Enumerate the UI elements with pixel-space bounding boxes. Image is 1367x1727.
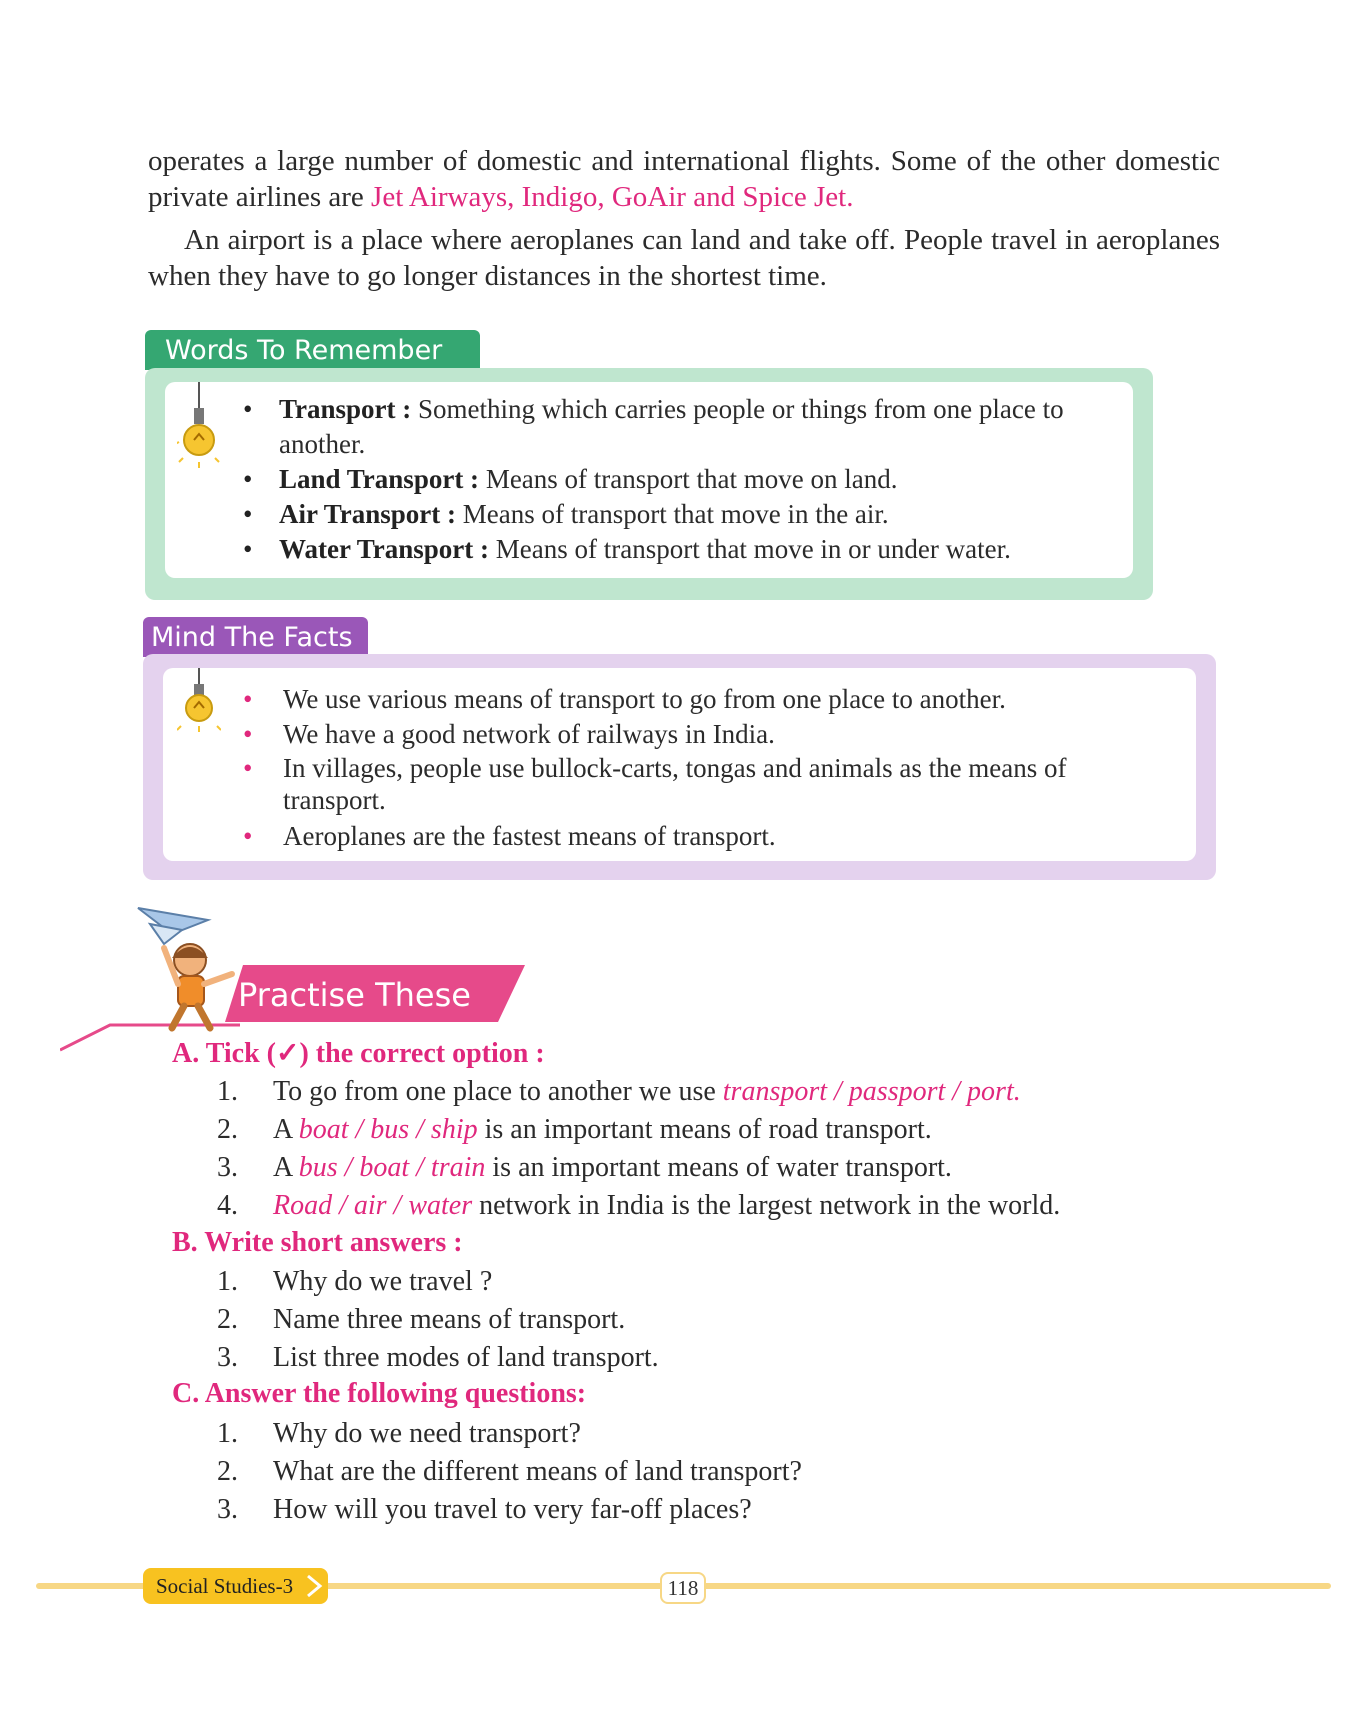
question-text: A	[273, 1152, 292, 1183]
facts-list	[243, 682, 1173, 854]
definition: Means of transport that move in or under water.	[495, 534, 1011, 564]
question-text: Why do we need transport?	[273, 1418, 581, 1449]
intro-text: operates a large number of domestic and international flights. Some of the other domestic private airlines are	[148, 145, 1220, 213]
section-title: Write short answers :	[204, 1227, 463, 1258]
question-row	[217, 1455, 802, 1489]
section-letter: A.	[172, 1038, 200, 1069]
question-number: 2.	[217, 1304, 238, 1335]
section-title: Tick (✓) the correct option :	[205, 1038, 545, 1069]
term: Water Transport :	[279, 534, 489, 564]
question-number: 3.	[217, 1494, 238, 1525]
question-number: 3.	[217, 1342, 238, 1373]
term: Air Transport :	[279, 499, 457, 529]
question-text: How will you travel to very far-off places?	[273, 1494, 752, 1525]
mind-the-facts-box	[143, 654, 1216, 880]
words-to-remember-title: Words To Remember	[145, 330, 480, 370]
book-title-tab: Social Studies-3	[143, 1568, 328, 1604]
list-item: • We use various means of transport to go from one place to another.	[243, 682, 1173, 717]
mind-the-facts-title: Mind The Facts	[143, 617, 368, 657]
question-row	[217, 1341, 659, 1375]
question-number: 1.	[217, 1418, 238, 1449]
term: Transport :	[279, 394, 412, 424]
options: transport / passport / port.	[722, 1076, 1021, 1107]
question-number: 4.	[217, 1190, 238, 1221]
question-number: 1.	[217, 1076, 238, 1107]
definition: Means of transport that move in the air.	[462, 499, 889, 529]
section-a-heading	[172, 1036, 545, 1070]
question-number: 3.	[217, 1152, 238, 1183]
list-item: • Aeroplanes are the fastest means of transport.	[243, 819, 1173, 854]
question-number: 2.	[217, 1114, 238, 1145]
question-text: A	[273, 1114, 292, 1145]
options: Road / air / water	[273, 1190, 473, 1221]
words-to-remember-panel	[165, 382, 1133, 578]
question-row	[217, 1075, 1021, 1109]
question-text: What are the different means of land transport?	[273, 1456, 802, 1487]
section-letter: C.	[172, 1378, 200, 1409]
question-row	[217, 1113, 932, 1147]
question-text: is an important means of road transport.	[484, 1114, 932, 1145]
list-item: • We have a good network of railways in India.	[243, 717, 1173, 752]
words-to-remember-box	[145, 368, 1153, 600]
section-c-heading	[172, 1378, 586, 1410]
mind-the-facts-panel	[163, 668, 1196, 861]
section-b-heading	[172, 1227, 463, 1259]
list-item	[243, 392, 1103, 462]
chevron-right-icon	[304, 1574, 324, 1598]
question-row	[217, 1189, 1060, 1223]
question-text: To go from one place to another we use	[273, 1076, 716, 1107]
practise-these-title: Practise These	[238, 976, 471, 1014]
question-number: 1.	[217, 1266, 238, 1297]
question-row	[217, 1151, 952, 1185]
section-letter: B.	[172, 1227, 198, 1258]
list-item: • In villages, people use bullock-carts, tongas and animals as the means of transport.	[243, 752, 1173, 816]
page-number: 118	[660, 1572, 706, 1604]
question-text: Name three means of transport.	[273, 1304, 626, 1335]
question-text: is an important means of water transport.	[492, 1152, 952, 1183]
question-row	[217, 1417, 581, 1451]
lightbulb-icon	[177, 668, 221, 738]
question-row	[217, 1493, 752, 1527]
question-row	[217, 1265, 492, 1299]
words-list	[243, 392, 1103, 567]
question-number: 2.	[217, 1456, 238, 1487]
section-title: Answer the following questions:	[204, 1378, 587, 1409]
options: boat / bus / ship	[298, 1114, 478, 1145]
question-text: Why do we travel ?	[273, 1266, 493, 1297]
list-item	[243, 462, 1103, 497]
term: Land Transport :	[279, 464, 480, 494]
intro-paragraph-2: An airport is a place where aeroplanes can land and take off. People travel in aeroplanes when they have to go longer distances in the shortest time.	[148, 224, 1220, 292]
list-item	[243, 497, 1103, 532]
question-text: network in India is the largest network in the world.	[479, 1190, 1061, 1221]
intro-paragraph-1	[148, 143, 1220, 215]
question-row	[217, 1303, 625, 1337]
question-text: List three modes of land transport.	[273, 1342, 659, 1373]
lightbulb-icon	[177, 382, 221, 482]
definition: Means of transport that move on land.	[485, 464, 898, 494]
options: bus / boat / train	[298, 1152, 486, 1183]
airlines-highlight: Jet Airways, Indigo, GoAir and Spice Jet.	[371, 181, 854, 213]
list-item	[243, 532, 1103, 567]
definition: Something which carries people or things from one place to another.	[279, 394, 1064, 459]
